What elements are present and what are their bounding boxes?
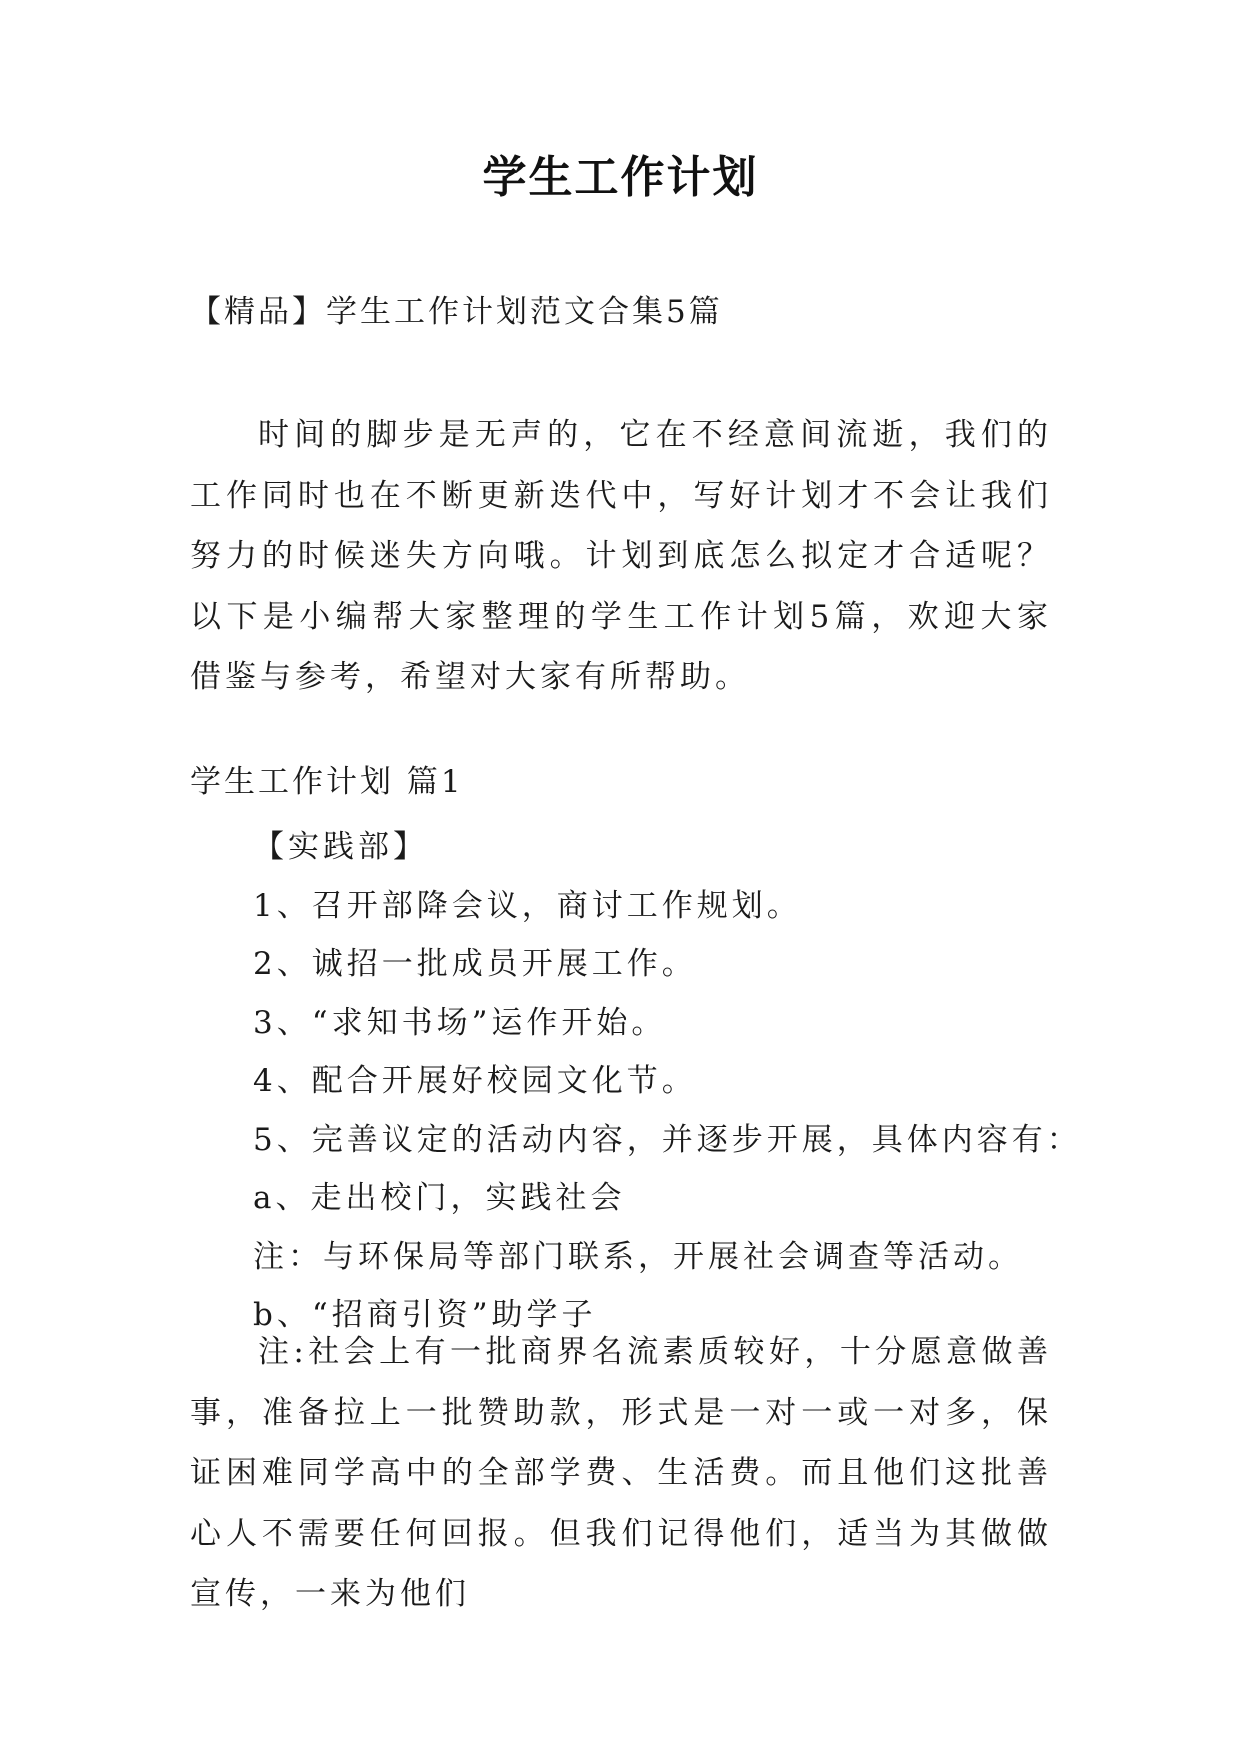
intro-paragraph: 时间的脚步是无声的，它在不经意间流逝，我们的工作同时也在不断更新迭代中，写好计划才不会让我们努力的时候迷失方向哦。计划到底怎么拟定才合适呢？以下是小编帮大家整理的学生工作计划5篇，欢迎大家借鉴与参考，希望对大家有所帮助。 [190,417,1052,695]
list-item: 3、“求知书场”运作开始。 [253,1004,667,1041]
note-paragraph: 注:社会上有一批商界名流素质较好，十分愿意做善事，准备拉上一批赞助款，形式是一对一或一对多，保证困难同学高中的全部学费、生活费。而且他们这批善心人不需要任何回报。但我们记得他们，适当为其做做宣传，一来为他们 [190,1334,1052,1612]
list-item: 1、召开部降会议，商讨工作规划。 [253,887,802,924]
section-subheading: 【实践部】 [253,829,428,865]
list-item: a、走出校门，实践社会 [253,1180,626,1216]
list-item: b、“招商引资”助学子 [253,1297,597,1333]
list-item: 4、配合开展好校园文化节。 [253,1063,697,1099]
document-title: 学生工作计划 [482,152,759,203]
list-item: 注：与环保局等部门联系，开展社会调查等活动。 [253,1238,1023,1275]
list-item: 2、诚招一批成员开展工作。 [253,946,697,982]
section-list [190,818,1082,1345]
list-item: 5、完善议定的活动内容，并逐步开展，具体内容有： [253,1121,1082,1158]
section-heading: 学生工作计划 篇1 [190,764,464,800]
document-subtitle: 【精品】学生工作计划范文合集5篇 [190,294,723,330]
